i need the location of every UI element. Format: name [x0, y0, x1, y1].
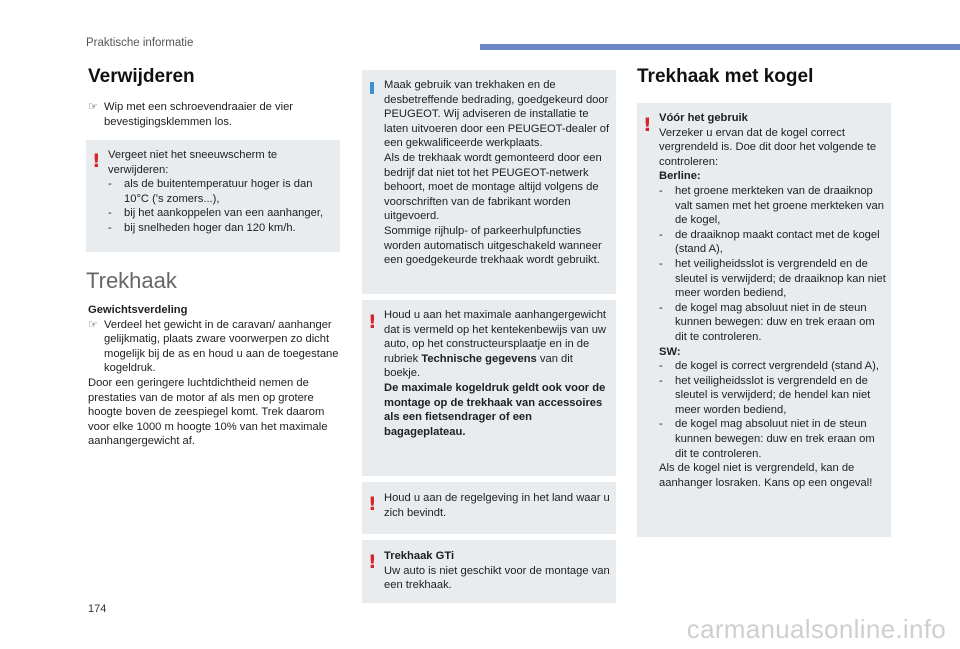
step-verwijderen [88, 100, 338, 129]
warning-box-regelgeving [362, 482, 616, 534]
warning-icon: ! [643, 114, 652, 136]
warning-box-gti [362, 540, 616, 603]
gewichts-step: ☞ Verdeel het gewicht in de caravan/ aanhanger gelijkmatig, plaats zware voorwerpen zo dicht mogelijk bij de as en houd u aan de toegestane kogeldruk. [88, 318, 339, 375]
section-header-bar [480, 44, 960, 50]
warning-box-sneeuwscherm [86, 140, 340, 252]
warning-content: Houd u aan de regelgeving in het land waar u zich bevindt. [384, 492, 610, 519]
page-number: 174 [88, 603, 107, 615]
list-item: - het veiligheidsslot is vergrendeld en de sleutel is verwijderd; de draaiknop kan niet meer worden bediend, [659, 257, 886, 300]
list-item: - de draaiknop maakt contact met de kogel (stand A), [659, 228, 880, 256]
warning-content: Trekhaak GTi Uw auto is niet geschikt voor de montage van een trekhaak. [384, 550, 610, 592]
warning-icon: ! [368, 551, 377, 573]
list-item: - bij snelheden hoger dan 120 km/h. [108, 221, 296, 234]
section-header: Praktische informatie [86, 37, 194, 49]
list-item: - de kogel mag absoluut niet in de steun kunnen bewegen: duw en trek eraan om dit te controleren. [659, 301, 875, 343]
step-marker-icon: ☞ [88, 318, 99, 331]
warning-intro: Vergeet niet het sneeuwscherm te verwijderen: [108, 149, 278, 176]
list-item: - bij het aankoppelen van een aanhanger, [108, 207, 324, 220]
list-item: - als de buitentemperatuur hoger is dan 10°C ('s zomers...), [108, 178, 313, 205]
warning-box-voor-gebruik [637, 103, 891, 537]
gewichtsverdeling-section [88, 303, 340, 449]
warning-content [108, 148, 334, 236]
list-item: - het veiligheidsslot is vergrendeld en de sleutel is verwijderd; de hendel kan niet meer worden bediend, [659, 374, 871, 416]
list-item: - het groene merkteken van de draaiknop valt samen met het groene merkteken van de kogel, [659, 184, 884, 227]
info-icon [370, 82, 374, 94]
gewichts-para: Door een geringere luchtdichtheid nemen de prestaties van de motor af als men op grotere hoogte boven de zeespiegel komt. Trek daarom voor elke 1000 m hoogte 10% van het maximale aanhangergewicht af. [88, 376, 328, 448]
step-text: Wip met een schroevendraaier de vier bevestigingsklemmen los. [104, 101, 294, 128]
gewichts-title: Gewichtsverdeling [88, 304, 188, 316]
title-trekhaak-met-kogel: Trekhaak met kogel [637, 66, 814, 87]
info-content: Maak gebruik van trekhaken en de desbetreffende bedrading, goedgekeurd door PEUGEOT. Wij adviseren de installatie te laten uitvoeren door een PEUGEOT-dealer of een gekwalificeerde werkplaats. Als de trekhaak wordt gemonteerd door een bedrijf dat niet tot het PEUGEOT-netwerk behoort, moet de montage altijd volgens de voorschriften van de fabrikant worden uitgevoerd. Sommige rijhulp- of parkeerhulpfuncties worden automatisch uitgeschakeld wanneer een goedgekeurde trekhaak wordt gebruikt. [384, 79, 610, 267]
step-marker-icon: ☞ [88, 101, 99, 113]
info-box-trekhaken [362, 70, 616, 294]
warning-box-aanhangergewicht [362, 300, 616, 476]
watermark: carmanualsonline.info [686, 614, 946, 644]
list-item: - de kogel mag absoluut niet in de steun kunnen bewegen: duw en trek eraan om dit te controleren. [659, 418, 875, 460]
warning-content: Vóór het gebruik Verzeker u ervan dat de kogel correct vergrendeld is. Doe dit door het volgende te controleren: Berline: - het groene merkteken van de draaiknop valt samen met het groene merkteken van de kogel, - de draaiknop maakt contact met de kogel (stand A), - het veiligheidsslot is vergrendeld en de sleutel is verwijderd; de draaiknop kan niet meer worden bediend, - de kogel mag absoluut niet in de steun kunnen bewegen: duw en trek eraan om dit te controleren. SW: - de kogel is correct vergrendeld (stand A), - het veiligheidsslot is vergrendeld en de sleutel is verwijderd; de hendel kan niet meer worden bediend, - de kogel mag absoluut niet in de steun kunnen bewegen: duw en trek eraan om dit te controleren. Als de kogel niet is vergrendeld, kan de aanhanger losraken. Kans op een ongeval! [659, 112, 886, 489]
warning-content: Houd u aan het maximale aanhangergewicht dat is vermeld op het kentekenbewijs van uw auto, op het constructeursplaatje en in de rubriek Technische gegevens van dit boekje. De maximale kogeldruk geldt ook voor de montage op de trekhaak van accessoires als een fietsendrager of een bagageplateau. [384, 309, 607, 438]
title-trekhaak: Trekhaak [86, 268, 177, 293]
list-item: - de kogel is correct vergrendeld (stand A), [659, 360, 879, 373]
warning-icon: ! [368, 493, 377, 515]
warning-icon: ! [92, 150, 101, 172]
warning-icon: ! [368, 311, 377, 333]
title-verwijderen: Verwijderen [88, 66, 195, 87]
